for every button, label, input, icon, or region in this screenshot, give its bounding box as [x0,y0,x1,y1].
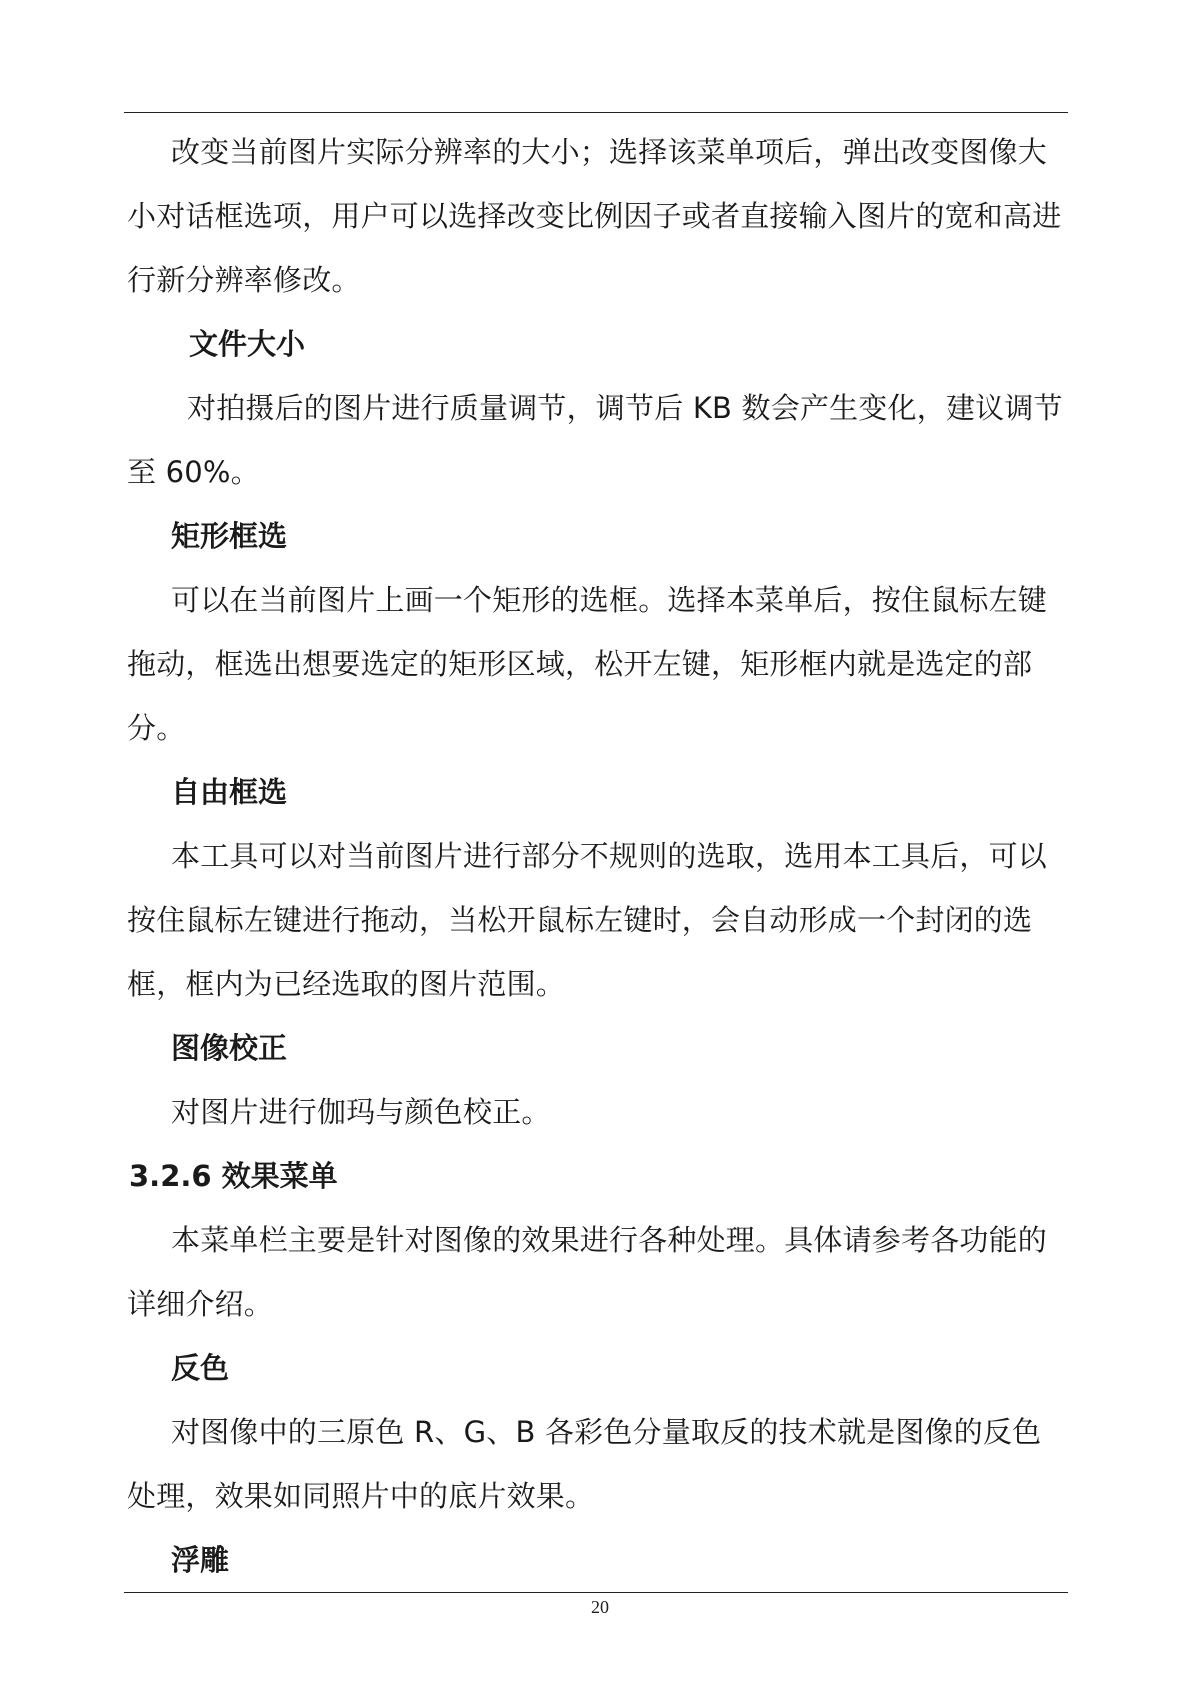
document-body [127,120,1067,1592]
paragraph-file-size: 对拍摄后的图片进行质量调节，调节后 KB 数会产生变化，建议调节至 60%。 [127,391,1063,489]
heading-emboss: 浮雕 [171,1543,230,1577]
paragraph-invert: 对图像中的三原色 R、G、B 各彩色分量取反的技术就是图像的反色处理，效果如同照片中的底片效果。 [127,1415,1042,1513]
paragraph-resize-description: 改变当前图片实际分辨率的大小；选择该菜单项后，弹出改变图像大小对话框选项，用户可以选择改变比例因子或者直接输入图片的宽和高进行新分辨率修改。 [127,135,1062,297]
paragraph-free-select: 本工具可以对当前图片进行部分不规则的选取，选用本工具后，可以按住鼠标左键进行拖动，当松开鼠标左键时，会自动形成一个封闭的选框，框内为已经选取的图片范围。 [127,839,1048,1001]
paragraph-rect-select: 可以在当前图片上画一个矩形的选框。选择本菜单后，按住鼠标左键拖动，框选出想要选定的矩形区域，松开左键，矩形框内就是选定的部分。 [127,583,1048,745]
paragraph-image-correction: 对图片进行伽玛与颜色校正。 [171,1095,551,1129]
section-heading-effects-menu: 3.2.6 效果菜单 [129,1159,338,1193]
heading-invert: 反色 [171,1351,230,1385]
header-rule [124,112,1068,113]
paragraph-effects-menu: 本菜单栏主要是针对图像的效果进行各种处理。具体请参考各功能的详细介绍。 [127,1223,1048,1321]
heading-rect-select: 矩形框选 [171,519,288,553]
heading-file-size: 文件大小 [189,327,306,361]
footer-rule [124,1592,1068,1593]
page-number: 20 [591,1597,609,1617]
heading-free-select: 自由框选 [171,775,288,809]
heading-image-correction: 图像校正 [171,1031,288,1065]
